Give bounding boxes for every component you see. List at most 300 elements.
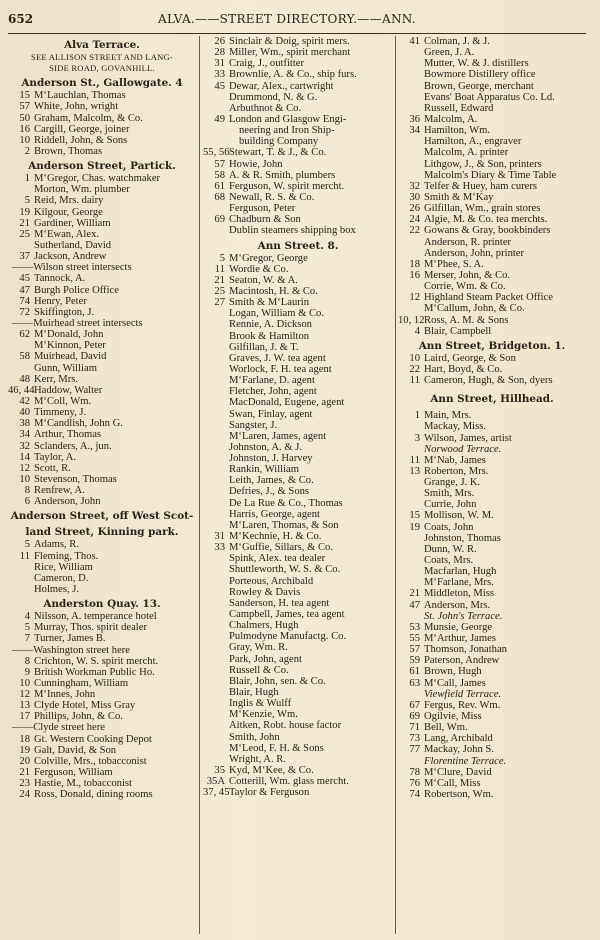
directory-entry [8,146,196,157]
entry-text: Kilgour, George [34,206,103,218]
directory-entry [8,622,196,633]
entry-text: Anderson, John [34,496,101,508]
directory-entry: MacDonald, Eugene, agent [229,397,345,409]
directory-entry [8,329,196,340]
house-number: 22 [409,225,420,237]
directory-entry [8,734,196,745]
entry-text: M‘Gregor, George [229,252,308,264]
entry-text: Highland Steam Packet Office [424,292,553,304]
entry-text: M‘Clure, David [424,766,492,778]
house-number: 69 [409,711,420,723]
directory-entry: Sanderson, H. tea agent [229,597,330,609]
house-number: 49 [214,113,225,125]
entry-text: Fergus, Rev. Wm. [424,699,501,711]
entry-text: Colman, J. & J. [424,36,490,47]
directory-entry [8,90,196,101]
house-number: 23 [19,778,30,790]
directory-entry [8,551,196,562]
entry-text: M‘Arthur, James [424,633,496,645]
house-number: 47 [19,284,30,296]
directory-entry: Blair, John, sen. & Co. [229,675,326,687]
house-number: 40 [19,407,30,419]
house-number: 34 [19,429,30,441]
directory-entry [8,218,196,229]
directory-entry: Russell & Co. [229,664,289,676]
directory-entry [398,466,586,477]
directory-entry [203,192,393,203]
house-number: 35A [206,776,225,788]
entry-text: Reid, Mrs. dairy [34,195,104,207]
directory-entry [398,455,586,466]
directory-entry: Drummond, N. & G. [229,91,318,103]
entry-text: M‘Guffie, Sillars, & Co. [229,542,333,554]
directory-entry [8,374,196,385]
house-number: 76 [409,777,420,789]
street-heading: land Street, Kinning park. [25,526,179,539]
house-number: 31 [214,531,225,543]
house-number: 58 [214,169,225,181]
entry-text: British Workman Public Ho. [34,666,155,678]
directory-entry: M‘Laren, Thomas, & Son [229,519,339,531]
directory-entry [8,135,196,146]
entry-text: Mackay, John S. [424,744,494,756]
house-number: 10 [409,352,420,364]
house-number: 17 [19,711,30,723]
entry-text: Howie, John [229,158,283,170]
street-heading: Anderson St., Gallowgate. 4 [21,77,183,90]
entry-text: Gowans & Gray, bookbinders [424,225,551,237]
house-number: 72 [19,306,30,318]
entry-text: Nilsson, A. temperance hotel [34,611,157,623]
terrace-name: St. John's Terrace. [424,610,503,622]
directory-entry: Aitken, Robt. house factor [229,720,342,732]
directory-entry: Chalmers, Hugh [229,620,299,632]
directory-entry: Johnston, J. Harvey [229,453,313,465]
house-number: 3 [414,432,420,444]
directory-entry [398,433,586,444]
house-number: 15 [409,510,420,522]
house-number: 57 [214,158,225,170]
entry-text: Phillips, John, & Co. [34,711,123,723]
house-number: 30 [409,191,420,203]
directory-entry [8,756,196,767]
house-number: 33 [214,69,225,81]
directory-entry [8,767,196,778]
cross-reference-note: SEE ALLISON STREET AND LANG- [31,52,173,62]
directory-entry [203,114,393,125]
entry-text: Arthur, Thomas [34,429,102,441]
street-heading: Anderston Quay. 13. [43,598,161,611]
house-number: 25 [19,228,30,240]
directory-entry: neering and Iron Ship- [239,125,335,137]
entry-text: Thomson, Jonathan [424,644,507,656]
entry-text: Laird, George, & Son [424,352,516,364]
house-number: 16 [409,269,420,281]
directory-entry: Gunn, William [34,362,97,374]
house-number: 74 [19,295,30,307]
directory-entry [398,114,586,125]
house-number: 46, 44 [8,384,35,396]
house-number: 59 [409,655,420,667]
entry-text: Fleming, Thos. [34,550,99,562]
entry-text: Robertson, Wm. [424,789,494,800]
directory-entry [398,622,586,633]
entry-text: Burgh Police Office [34,284,119,296]
house-number: 35 [214,765,225,776]
column-middle [203,36,393,934]
directory-entry [8,700,196,711]
directory-entry: Ferguson, Peter [229,203,296,215]
house-number: 31 [214,58,225,70]
house-number: 21 [409,588,420,600]
entry-text: Malcolm, A. [424,113,478,125]
house-number: 57 [409,644,420,656]
directory-entry [8,418,196,429]
entry-text: Algie, M. & Co. tea merchts. [424,214,548,226]
entry-text: Ross, Donald, dining rooms [34,789,153,801]
entry-text: Lang, Archibald [424,733,493,745]
house-number: 22 [409,363,420,375]
directory-entry: Mutter, W. & J. distillers [424,58,529,70]
house-number: 11 [409,454,420,466]
directory-entry [398,633,586,644]
entry-text: Main, Mrs. [424,410,472,422]
directory-entry [8,452,196,463]
directory-entry: Dunn, W. R. [424,543,477,555]
directory-entry [203,297,393,308]
house-number: 12 [409,292,420,304]
entry-text: M‘Phee, S. A. [424,258,484,270]
house-number: 19 [19,206,30,218]
directory-entry [398,666,586,677]
directory-entry: Swan, Finlay, agent [229,408,313,420]
directory-entry [203,181,393,192]
entry-text: Seaton, W. & A. [229,274,298,286]
directory-entry: Campbell, James, tea agent [229,609,345,621]
house-number: 58 [19,351,30,363]
entry-text: M‘Coll, Wm. [34,395,92,407]
house-number: 53 [409,621,420,633]
house-number: 73 [409,733,420,745]
house-number: 24 [409,214,420,226]
directory-entry [8,633,196,644]
entry-text: Chadburn & Son [229,214,301,226]
directory-entry [398,410,586,421]
house-number: 10 [19,677,30,689]
entry-text: Munsie, George [424,621,493,633]
entry-text: Gilfillan, Wm., grain stores [424,203,541,215]
page-header [8,12,586,30]
house-number: 63 [409,677,420,689]
directory-entry: Holmes, J. [34,583,80,595]
house-number: 11 [214,263,225,275]
house-number: 68 [214,191,225,203]
directory-entry: Bowmore Distillery office [424,69,536,81]
directory-entry: Malcolm, A. printer [424,147,509,159]
house-number: 5 [24,195,30,207]
house-number: 45 [19,273,30,285]
street-heading: Ann Street. 8. [257,239,339,252]
entry-text: Muirhead, David [34,351,107,363]
entry-text: Kerr, Mrs. [34,373,78,385]
directory-entry: Worlock, F. H. tea agent [229,363,332,375]
directory-entry [8,745,196,756]
directory-entry [8,789,196,800]
directory-entry [8,496,196,507]
entry-text: Taylor, A. [34,451,77,463]
entry-text: M‘Kechnie, H. & Co. [229,531,322,543]
directory-entry [398,353,586,364]
entry-text: Smith & M‘Laurin [229,297,310,309]
house-number: 19 [19,744,30,756]
column-divider [395,36,396,934]
directory-entry: Brook & Hamilton [229,330,310,342]
directory-entry [398,700,586,711]
directory-entry: De La Rue & Co., Thomas [229,497,343,509]
entry-text: Craig, J., outfitter [229,58,305,70]
directory-entry [398,711,586,722]
directory-entry: Rice, William [34,561,93,573]
directory-entry [8,229,196,240]
street-heading: Ann Street, Hillhead. [430,393,554,406]
directory-entry [203,214,393,225]
house-number: 32 [409,180,420,192]
directory-entry: Rankin, William [229,464,299,476]
house-number: 20 [19,755,30,767]
directory-entry: Leith, James, & Co. [229,475,314,487]
directory-entry [398,270,586,281]
entry-text: M‘Call, Miss [424,777,481,789]
directory-entry: Evans' Boat Apparatus Co. Ld. [424,91,555,103]
directory-entry: Cameron, D. [34,572,89,584]
entry-text: Hastie, M., tobacconist [34,778,132,790]
house-number: 4 [414,325,420,337]
directory-entry: Corrie, Wm. & Co. [424,281,506,293]
entry-text: Brown, Hugh [424,666,482,678]
directory-entry [8,689,196,700]
directory-entry: Defries, J., & Sons [229,486,310,498]
entry-text: Middleton, Miss [424,588,495,600]
entry-text: Cargill, George, joiner [34,123,130,135]
directory-entry: Currie, John [424,499,477,511]
entry-text: Blair, Campbell [424,325,492,337]
street-heading: Anderson Street, Partick. [28,160,176,173]
house-number: 27 [214,297,225,309]
entry-text: M‘Lauchlan, Thomas [34,90,126,102]
directory-entry [8,485,196,496]
house-number: 67 [409,699,420,711]
house-number: 21 [214,274,225,286]
directory-entry [8,667,196,678]
entry-text: Mollison, W. M. [424,510,494,522]
directory-entry [203,253,393,264]
entry-text: Crichton, W. S. spirit mercht. [34,655,159,667]
directory-entry: Porteous, Archibald [229,575,314,587]
entry-text: Cunningham, William [34,677,129,689]
house-number: 26 [409,203,420,215]
directory-entry [398,36,586,47]
house-number: 37, 45 [203,787,230,799]
directory-entry [8,207,196,218]
directory-entry [8,474,196,485]
directory-entry: Rennie, A. Dickson [229,319,312,331]
house-number: 8 [24,485,30,497]
header-rule [8,33,586,34]
directory-entry [8,407,196,418]
directory-entry [203,36,393,47]
house-number: 21 [19,767,30,779]
directory-entry: M‘Leod, F. H. & Sons [229,742,324,754]
directory-entry [398,510,586,521]
entry-text: Jackson, Andrew [34,251,107,263]
directory-entry [203,286,393,297]
terrace-name: Viewfield Terrace. [424,688,502,700]
house-number: 12 [19,462,30,474]
directory-entry [8,429,196,440]
house-number: 25 [214,285,225,297]
directory-entry [398,225,586,236]
directory-entry [203,264,393,275]
directory-entry [8,711,196,722]
directory-entry: Blair, Hugh [229,687,279,699]
entry-text: Miller, Wm., spirit merchant [229,47,351,59]
entry-text: Stevenson, Thomas [34,473,117,485]
entry-text: Roberton, Mrs. [424,465,489,477]
house-number: 34 [409,125,420,137]
directory-entry [398,203,586,214]
entry-text: Stewart, T. & J., & Co. [229,147,327,159]
house-number: 41 [409,36,420,47]
directory-entry [8,296,196,307]
house-number: 32 [19,440,30,452]
directory-entry [398,364,586,375]
directory-entry [8,124,196,135]
house-number: 2 [24,146,30,158]
directory-entry: Fletcher, John, agent [229,386,317,398]
directory-entry [8,113,196,124]
entry-text: London and Glasgow Engi- [229,113,347,125]
directory-entry: building Company [239,136,319,148]
directory-entry [398,778,586,789]
directory-entry: Rowley & Davis [229,586,301,598]
directory-entry [398,588,586,599]
house-number: 12 [19,689,30,701]
directory-entry [398,722,586,733]
entry-text: Gardiner, William [34,217,111,229]
entry-text: Ross, A. M. & Sons [424,314,509,326]
entry-text: Anderson, Mrs. [424,599,491,611]
directory-entry [8,351,196,362]
entry-text: Hamilton, Wm. [424,125,491,137]
entry-text: Henry, Peter [34,295,87,307]
house-number: 8 [24,655,30,667]
house-number: 11 [19,550,30,562]
directory-entry: Park, John, agent [229,653,302,665]
directory-entry [203,170,393,181]
directory-entry: Smith, John [229,731,280,743]
directory-entry [8,463,196,474]
directory-entry [203,58,393,69]
entry-text: Dewar, Alex., cartwright [229,80,334,92]
column-left [8,36,196,934]
entry-text: Macintosh, H. & Co. [229,285,318,297]
directory-entry: M‘Laren, James, agent [229,430,327,442]
terrace-name: Florentine Terrace. [424,755,507,767]
directory-entry [398,125,586,136]
entry-text: Gt. Western Cooking Depot [34,733,152,745]
entry-text: Skiffington, J. [34,306,95,318]
entry-text: M‘Donald, John [34,329,104,341]
house-number: 4 [24,611,30,623]
directory-entry [398,259,586,270]
directory-entry: Sangster, J. [229,419,278,431]
house-number: 78 [409,766,420,778]
entry-text: Haddow, Walter [34,384,103,396]
directory-entry [8,678,196,689]
directory-entry: Arbuthnot & Co. [229,102,302,114]
directory-entry [8,611,196,622]
cross-reference-note: SIDE ROAD, GOVANHILL. [49,63,155,74]
house-number: 55, 56 [203,147,230,159]
house-number: 77 [409,744,420,756]
entry-text: M‘Innes, John [34,689,96,701]
house-number: 37 [19,251,30,263]
house-number: 11 [409,375,420,387]
directory-entry: Shuttleworth, W. S. & Co. [229,564,341,576]
entry-text: Turner, James B. [34,633,106,645]
house-number: 10 [19,134,30,146]
house-number: 26 [214,36,225,47]
house-number: 13 [409,465,420,477]
entry-text: White, John, wright [34,101,119,113]
house-number: 21 [19,217,30,229]
house-number: 16 [19,123,30,135]
directory-entry [203,147,393,158]
house-number: 1 [414,410,420,422]
house-number: 18 [19,733,30,745]
directory-entry: Brown, George, merchant [424,80,534,92]
directory-entry [8,307,196,318]
entry-text: M‘Ewan, Alex. [34,228,100,240]
directory-entry: Sutherland, David [34,240,112,251]
house-number: 10, 12 [398,314,425,326]
house-number: 5 [219,252,225,264]
directory-entry [8,273,196,284]
directory-entry: Anderson, John, printer [424,247,525,259]
directory-entry: Coats, Mrs. [424,555,474,567]
directory-entry: M‘Kinnon, Peter [34,340,106,352]
house-number: 5 [24,539,30,551]
column-divider [199,36,200,934]
house-number: 74 [409,789,420,800]
house-number: 13 [19,700,30,712]
entry-text: Taylor & Ferguson [229,787,310,799]
house-number: 42 [19,395,30,407]
house-number: 71 [409,722,420,734]
directory-entry [203,787,393,798]
directory-entry [203,531,393,542]
directory-entry: Logan, William & Co. [229,308,325,320]
house-number: 69 [214,214,225,226]
directory-entry [8,173,196,184]
entry-text: Brownlie, A. & Co., ship furs. [229,69,357,81]
entry-text: M‘Gregor, Chas. watchmaker [34,173,161,185]
directory-entry [398,214,586,225]
directory-entry: Graves, J. W. tea agent [229,352,326,364]
house-number: 50 [19,112,30,124]
directory-entry [398,192,586,203]
directory-entry [203,542,393,553]
